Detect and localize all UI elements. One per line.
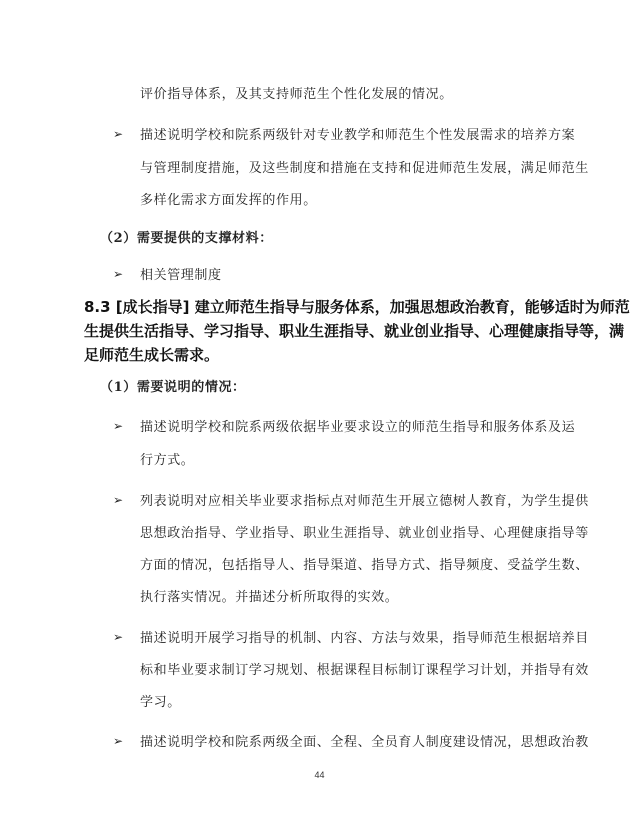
list-item-line: 学习。 bbox=[140, 695, 181, 710]
section-heading-line: 8.3 [成长指导] 建立师范生指导与服务体系，加强思想政治教育，能够适时为师范 bbox=[84, 298, 630, 316]
list-item-line: 多样化需求方面发挥的作用。 bbox=[140, 193, 317, 208]
materials-heading: （2）需要提供的支撑材料： bbox=[100, 231, 273, 246]
bullet-arrow-icon: ➢ bbox=[113, 630, 124, 644]
list-item-line: 标和毕业要求制订学习规划、根据课程目标制订课程学习计划，并指导有效 bbox=[140, 663, 589, 678]
list-item-line: 描述说明开展学习指导的机制、内容、方法与效果，指导师范生根据培养目 bbox=[140, 631, 589, 646]
list-item-line: 描述说明学校和院系两级针对专业教学和师范生个性发展需求的培养方案 bbox=[140, 128, 576, 143]
list-item-line: 与管理制度措施，及这些制度和措施在支持和促进师范生发展，满足师范生 bbox=[140, 161, 589, 176]
list-item-line: 列表说明对应相关毕业要求指标点对师范生开展立德树人教育，为学生提供 bbox=[140, 494, 589, 509]
bullet-arrow-icon: ➢ bbox=[113, 267, 124, 281]
list-item-line: 执行落实情况。并描述分析所取得的实效。 bbox=[140, 590, 399, 605]
list-item-line: 行方式。 bbox=[140, 453, 195, 468]
page-number: 44 bbox=[314, 770, 325, 780]
bullet-arrow-icon: ➢ bbox=[113, 734, 124, 748]
section-heading-line: 生提供生活指导、学习指导、职业生涯指导、就业创业指导、心理健康指导等，满 bbox=[84, 322, 625, 340]
continuation-line: 评价指导体系，及其支持师范生个性化发展的情况。 bbox=[140, 87, 453, 102]
list-item-line: 方面的情况，包括指导人、指导渠道、指导方式、指导频度、受益学生数、 bbox=[140, 558, 589, 573]
bullet-arrow-icon: ➢ bbox=[113, 419, 124, 433]
bullet-arrow-icon: ➢ bbox=[113, 127, 124, 141]
section-heading-line: 足师范生成长需求。 bbox=[84, 346, 220, 364]
list-item-line: 相关管理制度 bbox=[140, 268, 222, 283]
list-item-line: 描述说明学校和院系两级全面、全程、全员育人制度建设情况，思想政治教 bbox=[140, 735, 589, 750]
list-item-line: 思想政治指导、学业指导、职业生涯指导、就业创业指导、心理健康指导等 bbox=[140, 526, 589, 541]
bullet-arrow-icon: ➢ bbox=[113, 493, 124, 507]
list-item-line: 描述说明学校和院系两级依据毕业要求设立的师范生指导和服务体系及运 bbox=[140, 420, 576, 435]
situation-heading: （1）需要说明的情况： bbox=[100, 380, 246, 395]
